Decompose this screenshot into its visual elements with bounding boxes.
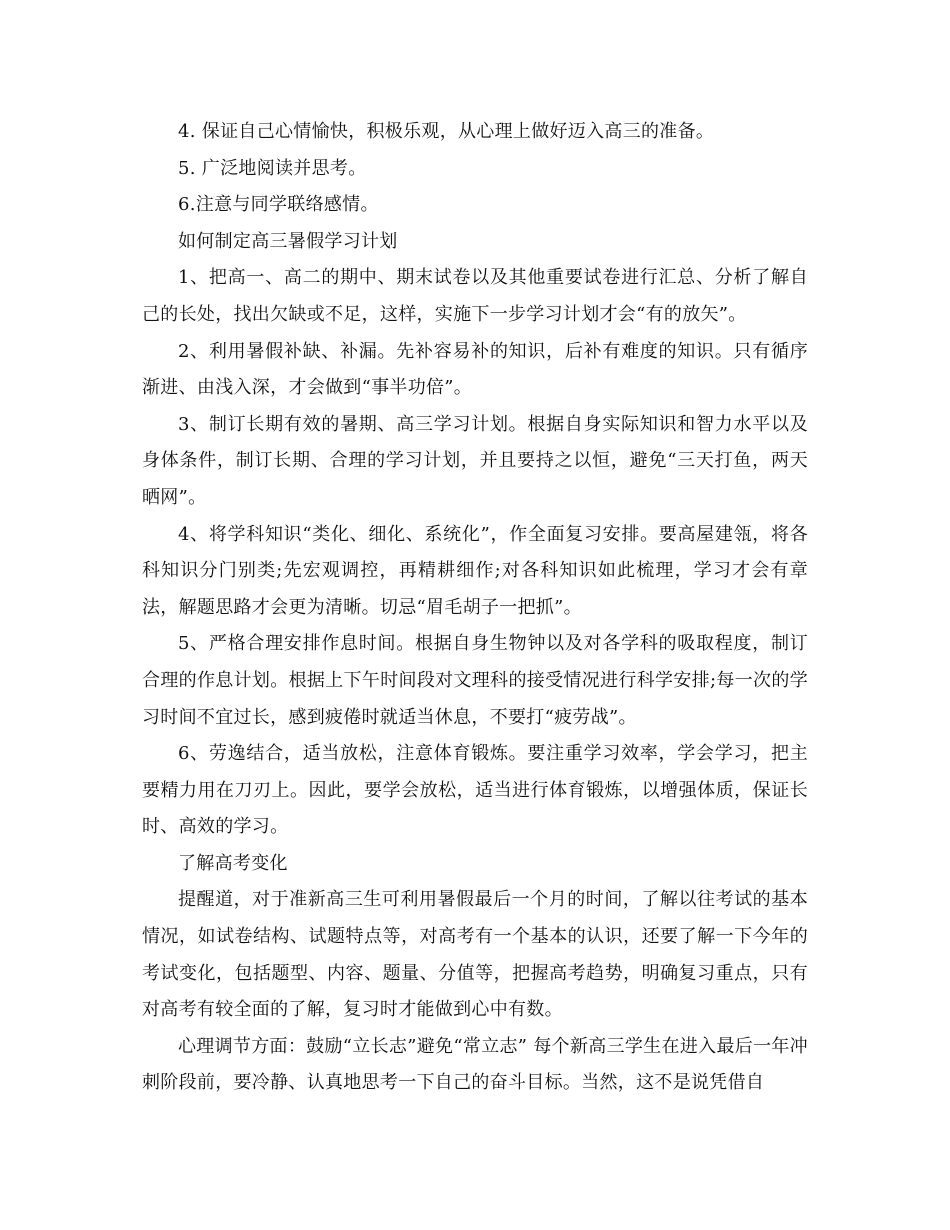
paragraph-plan-4: 4、将学科知识“类化、细化、系统化”，作全面复习安排。要高屋建瓴，将各科知识分门别类;先宏观调控，再精耕细作;对各科知识如此梳理，学习才会有章法，解题思路才会更为清晰。切忌“眉毛胡子一把抓”。 [142, 523, 808, 618]
section-heading-exam-changes: 了解高考变化 [178, 852, 288, 874]
section-heading-study-plan: 如何制定高三暑假学习计划 [178, 230, 398, 252]
paragraph-plan-3: 3、制订长期有效的暑期、高三学习计划。根据自身实际知识和智力水平以及身体条件，制订长期、合理的学习计划，并且要持之以恒，避免“三天打鱼，两天晒网”。 [142, 413, 808, 508]
document-page [142, 114, 808, 1102]
paragraph-item-6: 6.注意与同学联络感情。 [178, 194, 379, 216]
paragraph-exam-changes: 提醒道，对于准新高三生可利用暑假最后一个月的时间，了解以往考试的基本情况，如试卷结构、试题特点等，对高考有一个基本的认识，还要了解一下今年的考试变化，包括题型、内容、题量、分值等，把握高考趋势，明确复习重点，只有对高考有较全面的了解，复习时才能做到心中有数。 [142, 889, 808, 1021]
paragraph-item-4: 4. 保证自己心情愉快，积极乐观，从心理上做好迈入高三的准备。 [178, 121, 715, 142]
paragraph-plan-6: 6、劳逸结合，适当放松，注意体育锻炼。要注重学习效率，学会学习，把主要精力用在刀刃上。因此，要学会放松，适当进行体育锻炼，以增强体质，保证长时、高效的学习。 [142, 743, 808, 838]
paragraph-plan-1: 1、把高一、高二的期中、期末试卷以及其他重要试卷进行汇总、分析了解自己的长处，找出欠缺或不足，这样，实施下一步学习计划才会“有的放矢”。 [142, 267, 808, 325]
paragraph-plan-5: 5、严格合理安排作息时间。根据自身生物钟以及对各学科的吸取程度，制订合理的作息计划。根据上下午时间段对文理科的接受情况进行科学安排;每一次的学习时间不宜过长，感到疲倦时就适当休息，不要打“疲劳战”。 [142, 633, 808, 728]
paragraph-plan-2: 2、利用暑假补缺、补漏。先补容易补的知识，后补有难度的知识。只有循序渐进、由浅入深，才会做到“事半功倍”。 [142, 340, 808, 399]
paragraph-psychology: 心理调节方面：鼓励“立长志”避免“常立志” 每个新高三学生在进入最后一年冲刺阶段前，要冷静、认真地思考一下自己的奋斗目标。当然，这不是说凭借自 [142, 1035, 808, 1094]
paragraph-item-5: 5. 广泛地阅读并思考。 [178, 157, 367, 179]
